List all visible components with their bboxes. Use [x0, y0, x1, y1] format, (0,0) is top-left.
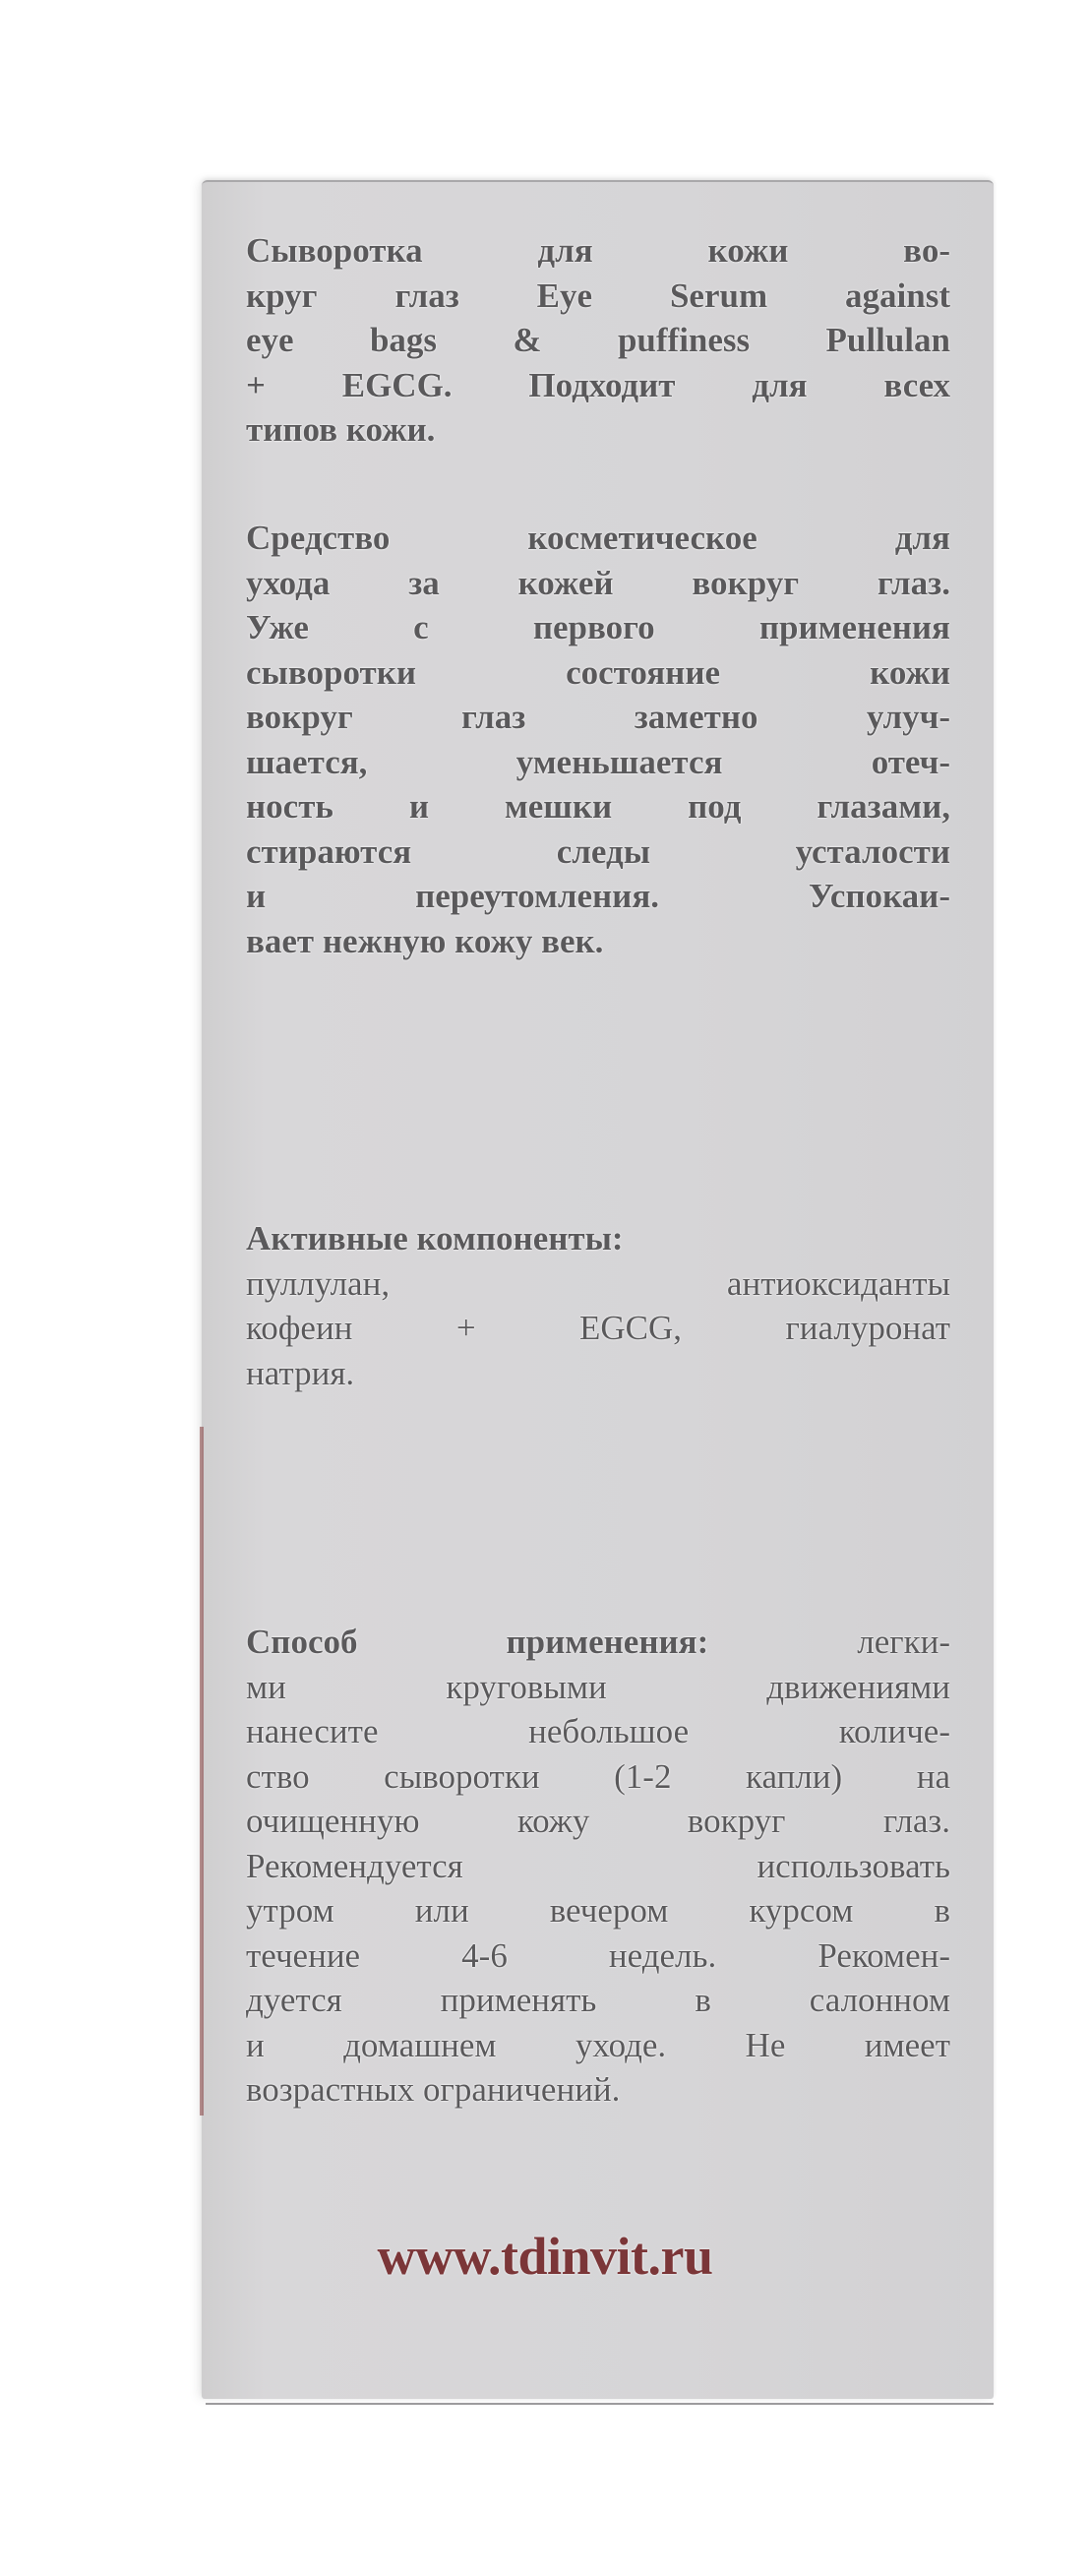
product-description — [246, 516, 950, 963]
usage-heading: Способ применения: — [246, 1623, 709, 1661]
title-line: eye bags & puffiness Pullulan — [246, 321, 950, 359]
active-components — [246, 1216, 950, 1395]
description-line: Уже с первого применения — [246, 608, 950, 646]
title-line: типов кожи. — [246, 410, 436, 449]
usage-line: очищенную кожу вокруг глаз. — [246, 1802, 950, 1840]
usage-line: легки- — [857, 1623, 950, 1661]
website-url: www.tdinvit.ru — [377, 2227, 713, 2286]
usage-line: возрастных ограничений. — [246, 2070, 621, 2109]
usage-instructions — [246, 1620, 950, 2113]
active-components-line: пуллулан, антиоксиданты — [246, 1263, 950, 1303]
usage-line: нанесите небольшое количе- — [246, 1712, 950, 1750]
active-components-line: натрия. — [246, 1353, 355, 1392]
description-line: сыворотки состояние кожи — [246, 652, 950, 692]
active-components-heading: Активные компоненты: — [246, 1219, 624, 1257]
usage-line: течение 4-6 недель. Рекомен- — [246, 1935, 950, 1975]
usage-line: дуется применять в салонном — [246, 1981, 950, 2019]
description-line: и переутомления. Успокаи- — [246, 877, 950, 915]
description-line: стираются следы усталости — [246, 831, 950, 871]
title-line: + EGCG. Подходит для всех — [246, 365, 950, 404]
box-edge-stripe — [200, 1427, 204, 2116]
description-line: ухода за кожей вокруг глаз. — [246, 563, 950, 602]
product-title — [246, 228, 950, 453]
description-line: вокруг глаз заметно улуч- — [246, 698, 950, 736]
title-line: Сыворотка для кожи во- — [246, 231, 950, 270]
usage-line: и домашнем уходе. Не имеет — [246, 2025, 950, 2064]
usage-line: Рекомендуется использовать — [246, 1846, 950, 1885]
description-line: шается, уменьшается отеч- — [246, 742, 950, 781]
usage-line: ми круговыми движениями — [246, 1667, 950, 1706]
description-line: Средство косметическое для — [246, 519, 950, 557]
active-components-line: кофеин + EGCG, гиалуронат — [246, 1309, 950, 1347]
description-line: ность и мешки под глазами, — [246, 787, 950, 826]
usage-first-line — [246, 1620, 950, 1665]
usage-line: ство сыворотки (1-2 капли) на — [246, 1756, 950, 1796]
title-line: круг глаз Eye Serum against — [246, 276, 950, 315]
usage-line: утром или вечером курсом в — [246, 1891, 950, 1930]
description-line: вает нежную кожу век. — [246, 921, 604, 960]
